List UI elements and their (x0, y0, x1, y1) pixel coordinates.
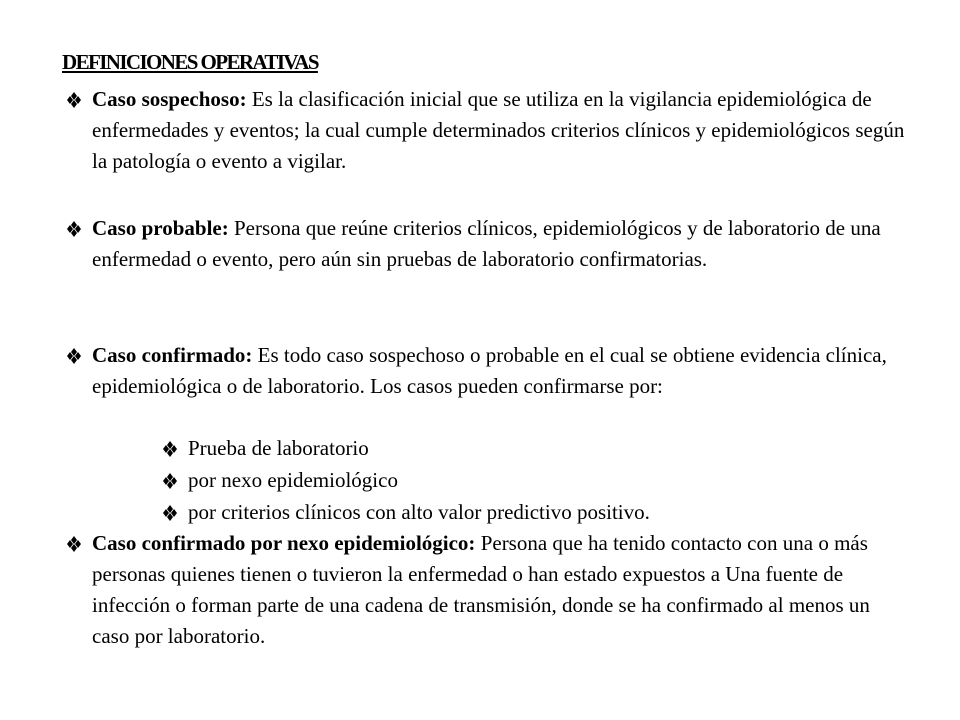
sub-item-text: por nexo epidemiológico (188, 468, 398, 492)
four-diamond-bullet-icon (62, 340, 86, 371)
definition-label: Caso confirmado: (92, 343, 253, 367)
definition-body: Persona que ha tenido contacto con una o más personas quienes tienen o tuvieron la enfermedad o han estado expuestos a Una fuente de infección o forman parte de una cadena de transmisión, donde se ha confirmado al menos un caso por laboratorio. (92, 531, 870, 648)
four-diamond-bullet-icon (62, 528, 86, 559)
definition-text (92, 528, 912, 652)
sub-item-laboratorio (158, 433, 898, 464)
four-diamond-bullet-icon (158, 497, 182, 528)
definition-text (92, 213, 912, 275)
definition-label: Caso sospechoso: (92, 87, 247, 111)
definition-item-nexo-epidemiologico (62, 528, 912, 652)
definition-item-confirmado (62, 340, 912, 402)
definition-text (92, 84, 912, 177)
sub-item-text: Prueba de laboratorio (188, 436, 369, 460)
definition-body: Persona que reúne criterios clínicos, epidemiológicos y de laboratorio de una enfermedad o evento, pero aún sin pruebas de laboratorio confirmatorias. (92, 216, 881, 271)
four-diamond-bullet-icon (62, 213, 86, 244)
definition-item-probable (62, 213, 912, 275)
definition-body: Es todo caso sospechoso o probable en el cual se obtiene evidencia clínica, epidemiológica o de laboratorio. Los casos pueden confirmarse por: (92, 343, 887, 398)
sub-item-nexo (158, 465, 898, 496)
sub-item-text: por criterios clínicos con alto valor predictivo positivo. (188, 500, 650, 524)
four-diamond-bullet-icon (158, 465, 182, 496)
definition-body: Es la clasificación inicial que se utiliza en la vigilancia epidemiológica de enfermedades y eventos; la cual cumple determinados criterios clínicos y epidemiológicos según la patología o evento a vigilar. (92, 87, 905, 173)
four-diamond-bullet-icon (62, 84, 86, 115)
sub-item-criterios (158, 497, 898, 528)
definition-label: Caso probable: (92, 216, 229, 240)
definition-item-sospechoso (62, 84, 912, 177)
definition-text (92, 340, 912, 402)
page-title: DEFINICIONES OPERATIVAS (62, 50, 318, 74)
four-diamond-bullet-icon (158, 433, 182, 464)
definition-label: Caso confirmado por nexo epidemiológico: (92, 531, 476, 555)
